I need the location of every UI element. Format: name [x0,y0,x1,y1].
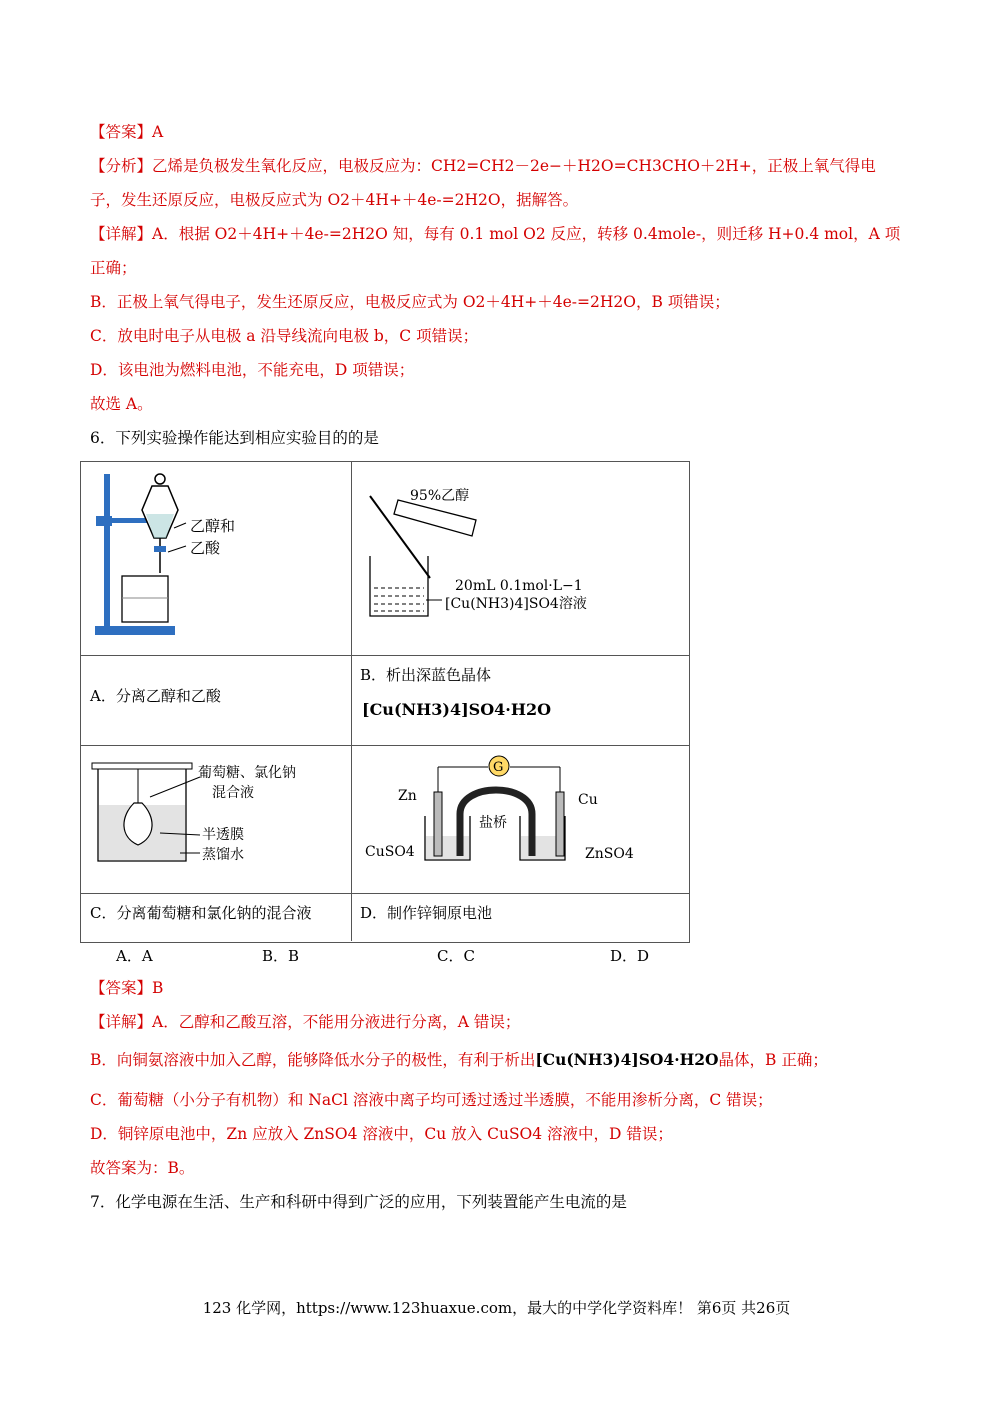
figure-c-label-2: 混合液 [212,785,254,801]
detail-6-tag: 【详解】 [90,1013,153,1031]
figure-a-label-1: 乙醇和 [190,517,236,535]
detail-option-c: C．放电时电子从电极 a 沿导线流向电极 b，C 项错误； [90,327,479,345]
zn-electrode-label: Zn [398,788,417,804]
detail-6-conclusion: 故答案为：B。 [90,1159,195,1177]
answer-6-value: B [152,979,164,997]
znso4-label: ZnSO4 [585,846,634,862]
detail-6-line-b [90,1050,828,1070]
figure-c-label-3: 半透膜 [202,827,244,843]
figure-a-separatory-funnel [90,468,270,643]
detail-option-b: B．正极上氧气得电子，发生还原反应，电极反应式为 O2＋4H+＋4e-=2H2O，B 项错误； [90,293,730,311]
analysis-text-4: ，据解答。 [500,191,579,209]
cu-electrode-label: Cu [578,792,598,808]
question-6-stem: 6．下列实验操作能达到相应实验目的的是 [90,429,379,447]
galvanometer-label: G [493,760,504,775]
caption-d: D．制作锌铜原电池 [360,904,493,922]
answer-value: A [152,123,164,141]
caption-b-formula: [Cu(NH3)4]SO4·H2O [362,700,552,719]
detail-6-option-a: A．乙醇和乙酸互溶，不能用分液进行分离，A 错误； [152,1013,521,1031]
detail-tag: 【详解】 [90,225,153,243]
answer-6-tag: 【答案】 [90,979,153,997]
detail-6-option-b-1: B．向铜氨溶液中加入乙醇，能够降低水分子的极性，有利于析出 [90,1051,536,1069]
figure-b-concentration-label: 20mL 0.1mol·L−1 [455,578,583,594]
detail-option-a: A．根据 O2＋4H+＋4e-=2H2O 知，每有 0.1 mol O2 反应，转移 0.4mole-，则迁移 H+0.4 mol，A 项 [152,225,901,243]
detail-6-option-b-2: 晶体，B 正确； [718,1051,828,1069]
analysis-line-1 [90,156,876,176]
figure-a-label-2: 乙酸 [190,539,221,557]
answer-6-line [90,978,163,998]
table-divider-1 [80,655,689,656]
caption-a: A．分离乙醇和乙酸 [90,687,221,705]
detail-line-1 [90,224,900,244]
analysis-text-2: ，正极上氧气得电 [751,157,876,175]
answer-line [90,122,163,142]
detail-6-formula: [Cu(NH3)4]SO4·H2O [535,1050,719,1069]
figure-c-label-4: 蒸馏水 [202,847,244,863]
answer-tag: 【答案】 [90,123,153,141]
analysis-line-2 [90,190,578,210]
salt-bridge-label: 盐桥 [479,815,507,831]
cuso4-label: CuSO4 [365,844,415,860]
detail-6-option-d: D．铜锌原电池中，Zn 应放入 ZnSO4 溶液中，Cu 放入 CuSO4 溶液中，D 错误； [90,1125,673,1143]
caption-c: C．分离葡萄糖和氯化钠的混合液 [90,904,312,922]
table-divider-vertical [351,461,352,941]
detail-6-option-c: C．葡萄糖（小分子有机物）和 NaCl 溶液中离子均可透过透过半透膜，不能用渗析分离，C 错误； [90,1091,773,1109]
option-a[interactable]: A．A [116,947,153,965]
analysis-equation-1: CH2=CH2－2e−＋H2O=CH3CHO＋2H+ [431,157,752,175]
analysis-tag: 【分析】 [90,157,153,175]
option-b[interactable]: B．B [262,947,300,965]
table-divider-3 [80,893,689,894]
figure-b-ethanol-label: 95%乙醇 [410,488,470,504]
detail-conclusion: 故选 A。 [90,395,153,413]
caption-b: B．析出深蓝色晶体 [360,666,492,684]
table-divider-2 [80,745,689,746]
detail-line-1b: 正确； [90,259,137,277]
detail-option-d: D．该电池为燃料电池，不能充电，D 项错误； [90,361,415,379]
page-footer: 123 化学网，https://www.123huaxue.com，最大的中学化学资料库！ 第6页 共26页 [202,1299,791,1317]
detail-6-line-a [90,1012,520,1032]
analysis-text-1: 乙烯是负极发生氧化反应，电极反应为： [152,157,432,175]
figure-c-dialysis [90,755,340,875]
figure-c-label-1: 葡萄糖、氯化钠 [198,765,296,781]
figure-b-solution-label: [Cu(NH3)4]SO4溶液 [445,596,587,612]
option-c[interactable]: C．C [437,947,475,965]
figure-b-crystallization [360,478,680,628]
analysis-text-3: 子，发生还原反应，电极反应式为 [90,191,328,209]
option-d[interactable]: D．D [610,947,650,965]
figure-d-galvanic-cell [360,752,680,882]
analysis-equation-2: O2＋4H+＋4e-=2H2O [327,191,501,209]
question-7-stem: 7．化学电源在生活、生产和科研中得到广泛的应用，下列装置能产生电流的是 [90,1193,627,1211]
